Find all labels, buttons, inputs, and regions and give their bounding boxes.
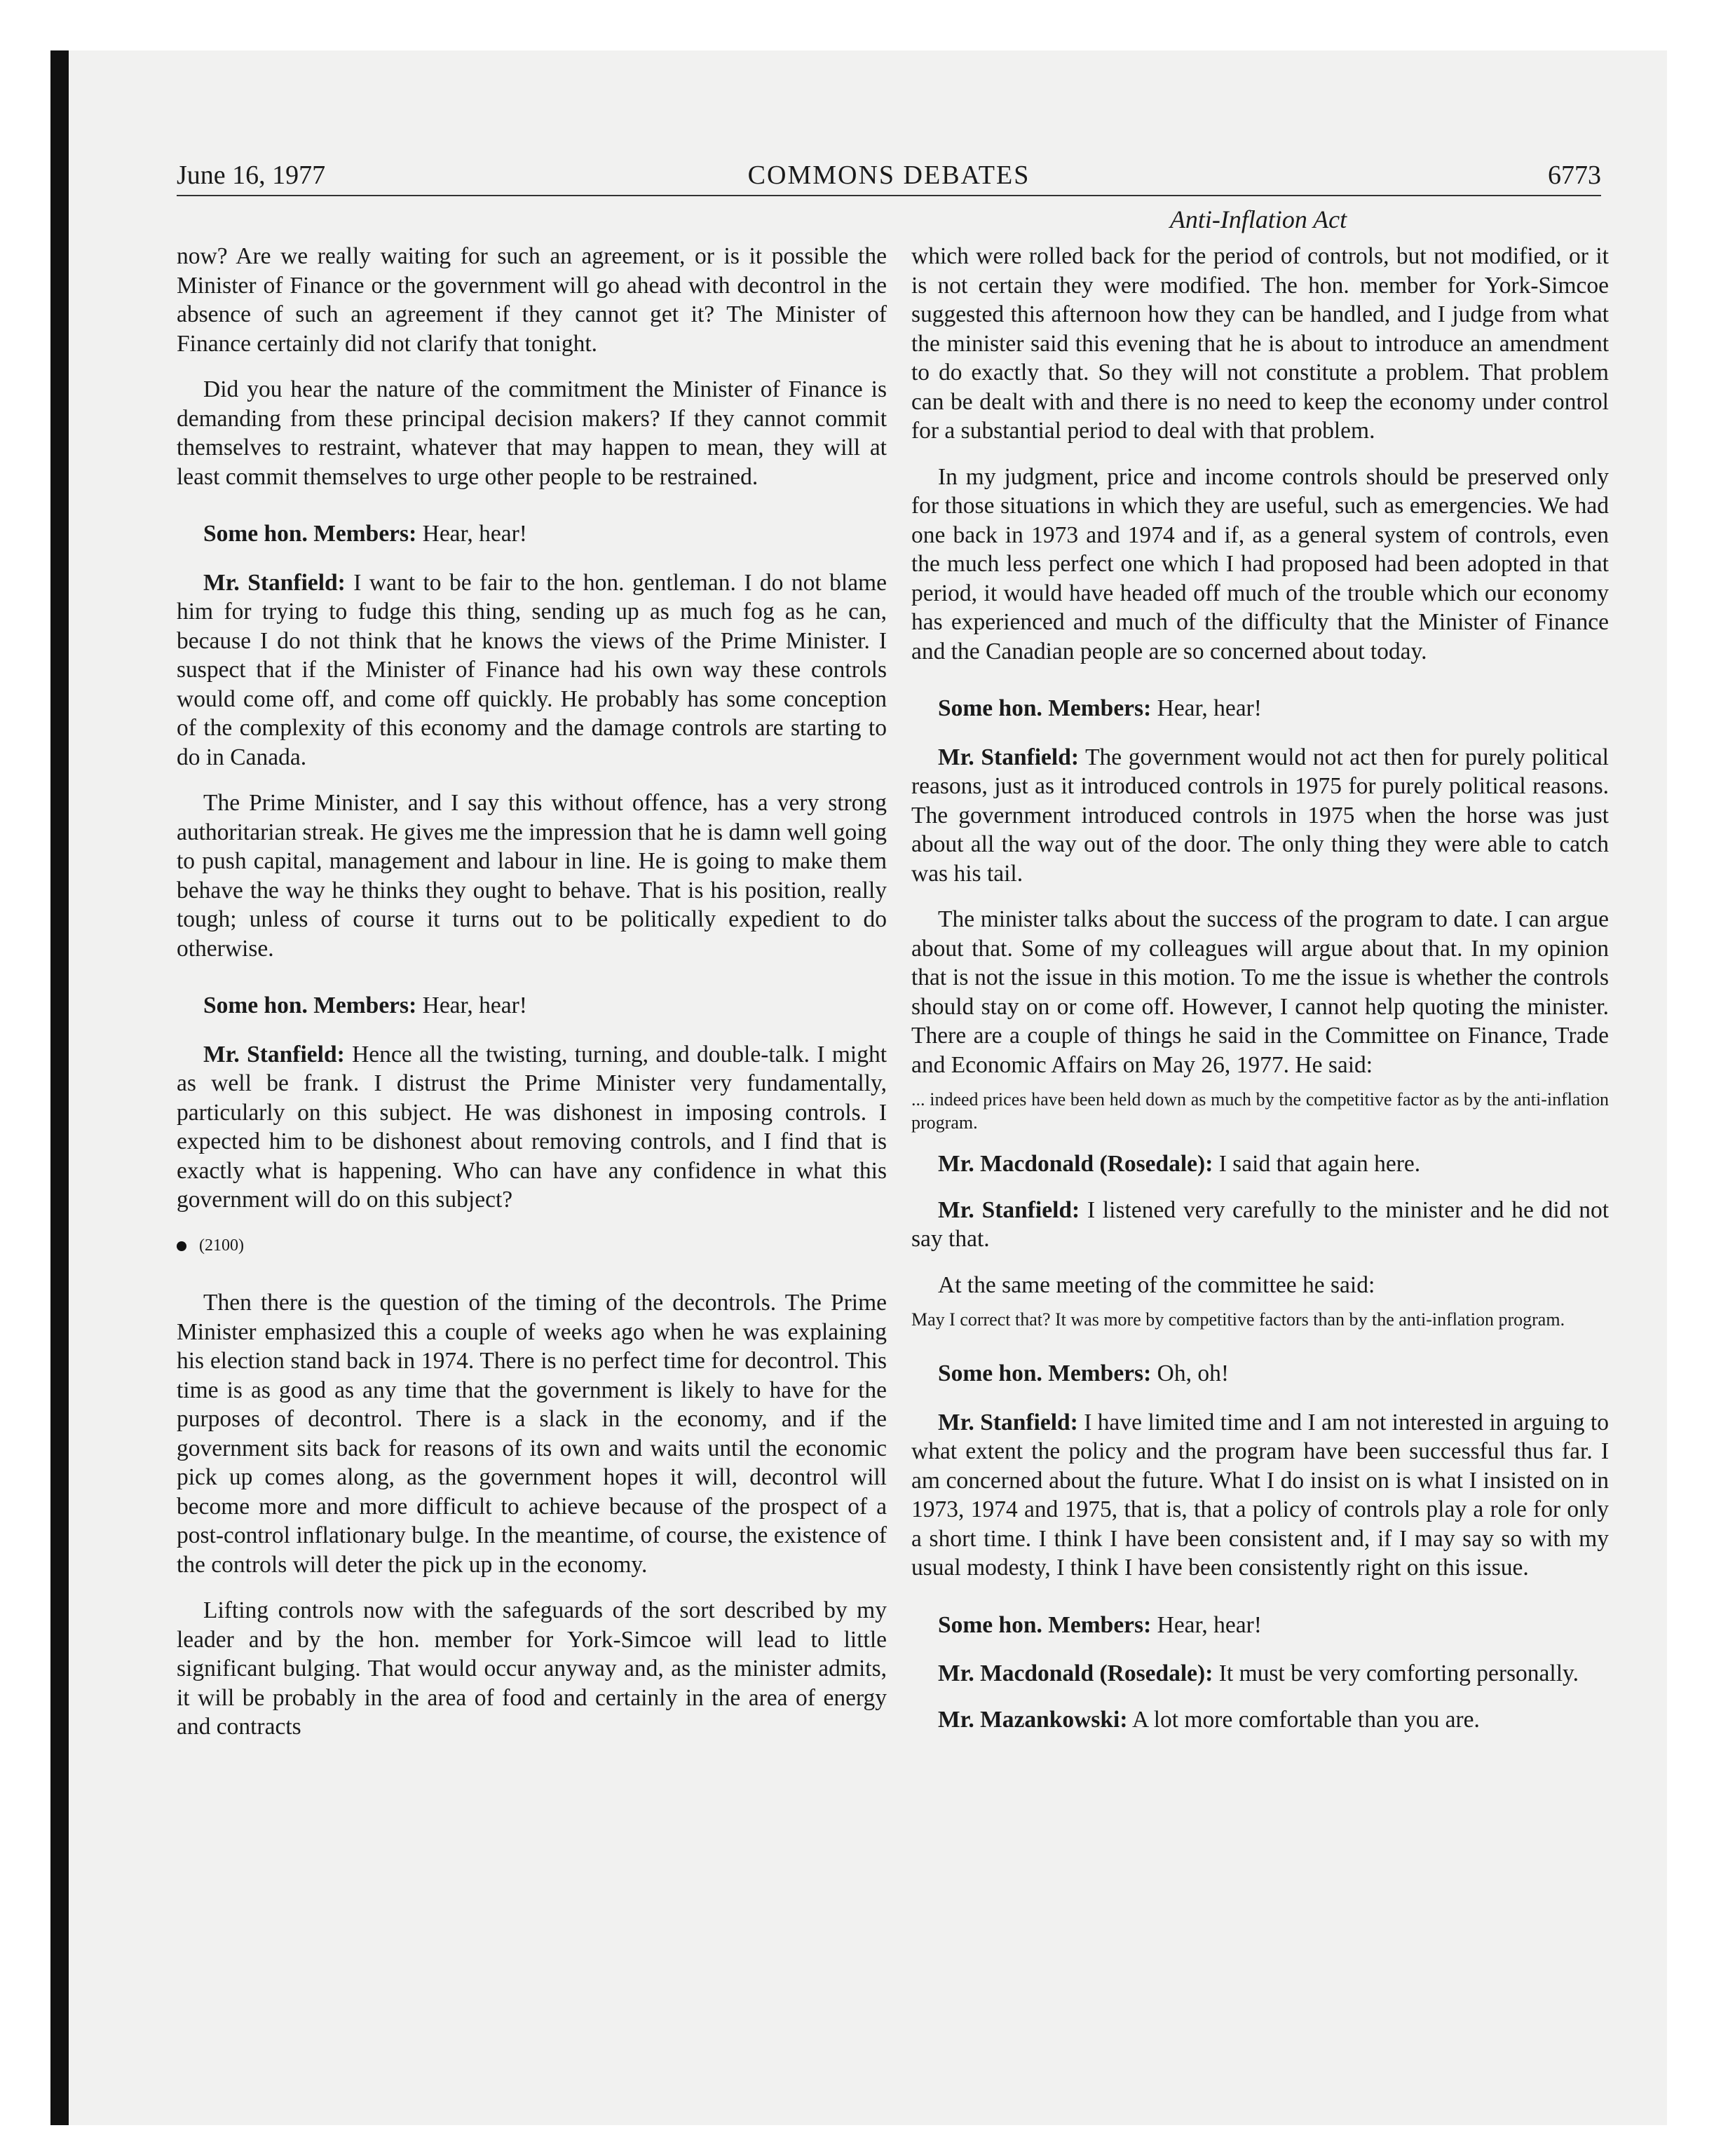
speaker-name: Mr. Stanfield: xyxy=(938,1409,1078,1435)
speech-text: I listened very carefully to the minister and he did not say that. xyxy=(911,1196,1609,1252)
speaker-name: Some hon. Members: xyxy=(938,695,1152,721)
speaker-name: Mr. Mazankowski: xyxy=(938,1706,1128,1733)
right-column xyxy=(911,242,1609,1751)
block-quote: May I correct that? It was more by competitive factors than by the anti-inflation program. xyxy=(911,1309,1565,1330)
speech-text: I said that again here. xyxy=(1213,1151,1421,1177)
running-title: Anti-Inflation Act xyxy=(1169,205,1347,233)
speech-text: A lot more comfortable than you are. xyxy=(1127,1706,1480,1733)
speaker-name: Some hon. Members: xyxy=(938,1360,1152,1386)
speech xyxy=(911,1408,1609,1583)
speech xyxy=(911,1196,1609,1254)
paragraph: Lifting controls now with the safeguards of the sort described by my leader and by the hon. member for York-Simcoe will lead to little significant bulging. That would occur anyway and, as the minister admits, it will be probably in the area of food and certainly in the area of energy and contracts xyxy=(177,1597,887,1740)
speaker-name: Some hon. Members: xyxy=(938,1611,1152,1638)
speech-text: The government would not act then for purely political reasons, just as it introduced controls in 1975 for purely political reasons. The government introduced controls in 1975 when the horse was just about all the way out of the door. The only thing they were able to catch was his tail. xyxy=(911,744,1609,887)
interjection xyxy=(911,1359,1609,1389)
speech-text: It must be very comforting personally. xyxy=(1213,1660,1579,1686)
speech xyxy=(177,568,887,772)
speech xyxy=(177,1040,887,1215)
interjection xyxy=(911,1611,1609,1640)
speaker-name: Mr. Macdonald (Rosedale): xyxy=(938,1151,1213,1177)
speech-text: I have limited time and I am not interested in arguing to what extent the policy and the program have been successful thus far. I am concerned about the future. What I do insist on is what I insisted on in 1973, 1974 and 1975, that is, that a policy of controls play a role for only a short time. I think I have been consistent and, if I may say so with my usual modesty, I think I have been consistently right on this issue. xyxy=(911,1409,1609,1581)
header-journal-title: COMMONS DEBATES xyxy=(747,161,1030,190)
speaker-name: Mr. Macdonald (Rosedale): xyxy=(938,1660,1213,1686)
speech xyxy=(911,1705,1609,1735)
speaker-name: Mr. Stanfield: xyxy=(203,569,346,596)
speaker-name: Mr. Stanfield: xyxy=(203,1041,345,1067)
time-marker xyxy=(177,1231,887,1261)
speech-text: Hear, hear! xyxy=(1151,695,1262,721)
paragraph: At the same meeting of the committee he said: xyxy=(938,1271,1375,1298)
paragraph: The Prime Minister, and I say this without offence, has a very strong authoritarian streak. He gives me the impression that he is damn well going to push capital, management and labour in line. He is going to make them behave the way he thinks they ought to behave. That is his position, really tough; unless of course it turns out to be politically expedient to do otherwise. xyxy=(177,790,887,962)
left-column xyxy=(177,242,887,1759)
speaker-name: Some hon. Members: xyxy=(203,992,417,1018)
speech xyxy=(911,1659,1609,1688)
paragraph: The minister talks about the success of the program to date. I can argue about that. Some of my colleagues will argue about that. In my opinion that is not the issue in this motion. To me the issue is whether the controls should stay on or come off. However, I cannot help quoting the minister. There are a couple of things he said in the Committee on Finance, Trade and Economic Affairs on May 26, 1977. He said: xyxy=(911,906,1609,1078)
speech-text: Hear, hear! xyxy=(416,992,527,1018)
header-page-number: 6773 xyxy=(1548,161,1601,190)
speech-text: I want to be fair to the hon. gentleman. I do not blame him for trying to fudge this thing, sending up as much fog as he can, because I do not think that he knows the views of the Prime Minister. I suspect that if the Minister of Finance had his own way these controls would come off, and come off quickly. He probably has some conception of the complexity of this economy and the damage controls are starting to do in Canada. xyxy=(177,569,887,770)
header-date: June 16, 1977 xyxy=(177,161,326,190)
bullet-icon xyxy=(177,1241,186,1251)
scan-margin xyxy=(0,0,50,2156)
speaker-name: Mr. Stanfield: xyxy=(938,1196,1080,1223)
block-quote: ... indeed prices have been held down as much by the competitive factor as by the anti-inflation program. xyxy=(911,1089,1609,1133)
paragraph: Did you hear the nature of the commitment the Minister of Finance is demanding from these principal decision makers? If they cannot commit themselves to restraint, whatever that may happen to mean, they will at least commit themselves to urge other people to be restrained. xyxy=(177,376,887,490)
time-marker-text: (2100) xyxy=(199,1236,244,1255)
speaker-name: Mr. Stanfield: xyxy=(938,744,1080,770)
paragraph: In my judgment, price and income controls should be preserved only for those situations in which they are useful, such as emergencies. We had one back in 1973 and 1974 and if, as a general system of controls, even the much less perfect one which I had proposed had been adopted in that period, it would have headed off much of the trouble which our economy has experienced and much of the difficulty that the Minister of Finance and the Canadian people are so concerned about today. xyxy=(911,463,1609,664)
interjection xyxy=(911,694,1609,723)
speech-text: Oh, oh! xyxy=(1151,1360,1229,1386)
speech-text: Hence all the twisting, turning, and double-talk. I might as well be frank. I distrust the Prime Minister very fundamentally, particularly on this subject. He was dishonest in imposing controls. I expected him to be dishonest about removing controls, and I find that is exactly what is happening. Who can have any confidence in what this government will do on this subject? xyxy=(177,1041,887,1213)
paragraph: which were rolled back for the period of controls, but not modified, or it is not certain they were modified. The hon. member for York-Simcoe suggested this afternoon how they can be handled, and I judge from what the minister said this evening that he is about to introduce an amendment to do exactly that. So they will not constitute a problem. That problem can be dealt with and there is no need to keep the economy under control for a substantial period to deal with that problem. xyxy=(911,243,1609,444)
page-header xyxy=(177,156,1601,196)
speaker-name: Some hon. Members: xyxy=(203,521,417,547)
paragraph: now? Are we really waiting for such an agreement, or is it possible the Minister of Finance or the government will go ahead with decontrol in the absence of such an agreement if they cannot get it? The Minister of Finance certainly did not clarify that tonight. xyxy=(177,243,887,357)
speech xyxy=(911,1149,1609,1179)
scan-binding-edge xyxy=(50,50,69,2125)
speech xyxy=(911,743,1609,889)
paragraph: Then there is the question of the timing of the decontrols. The Prime Minister emphasized this a couple of weeks ago when he was explaining his election stand back in 1974. There is no perfect time for decontrol. This time is as good as any time that the government is likely to have for the purposes of decontrol. There is a slack in the economy, and if the government sits back for reasons of its own and waits until the economic pick up comes along, as the government hopes it will, decontrol will become more and more difficult to achieve because of the prospect of a post-control inflationary bulge. In the meantime, of course, the existence of the controls will deter the pick up in the economy. xyxy=(177,1290,887,1578)
speech-text: Hear, hear! xyxy=(1151,1611,1262,1638)
interjection xyxy=(177,991,887,1021)
speech-text: Hear, hear! xyxy=(416,521,527,547)
interjection xyxy=(177,519,887,549)
